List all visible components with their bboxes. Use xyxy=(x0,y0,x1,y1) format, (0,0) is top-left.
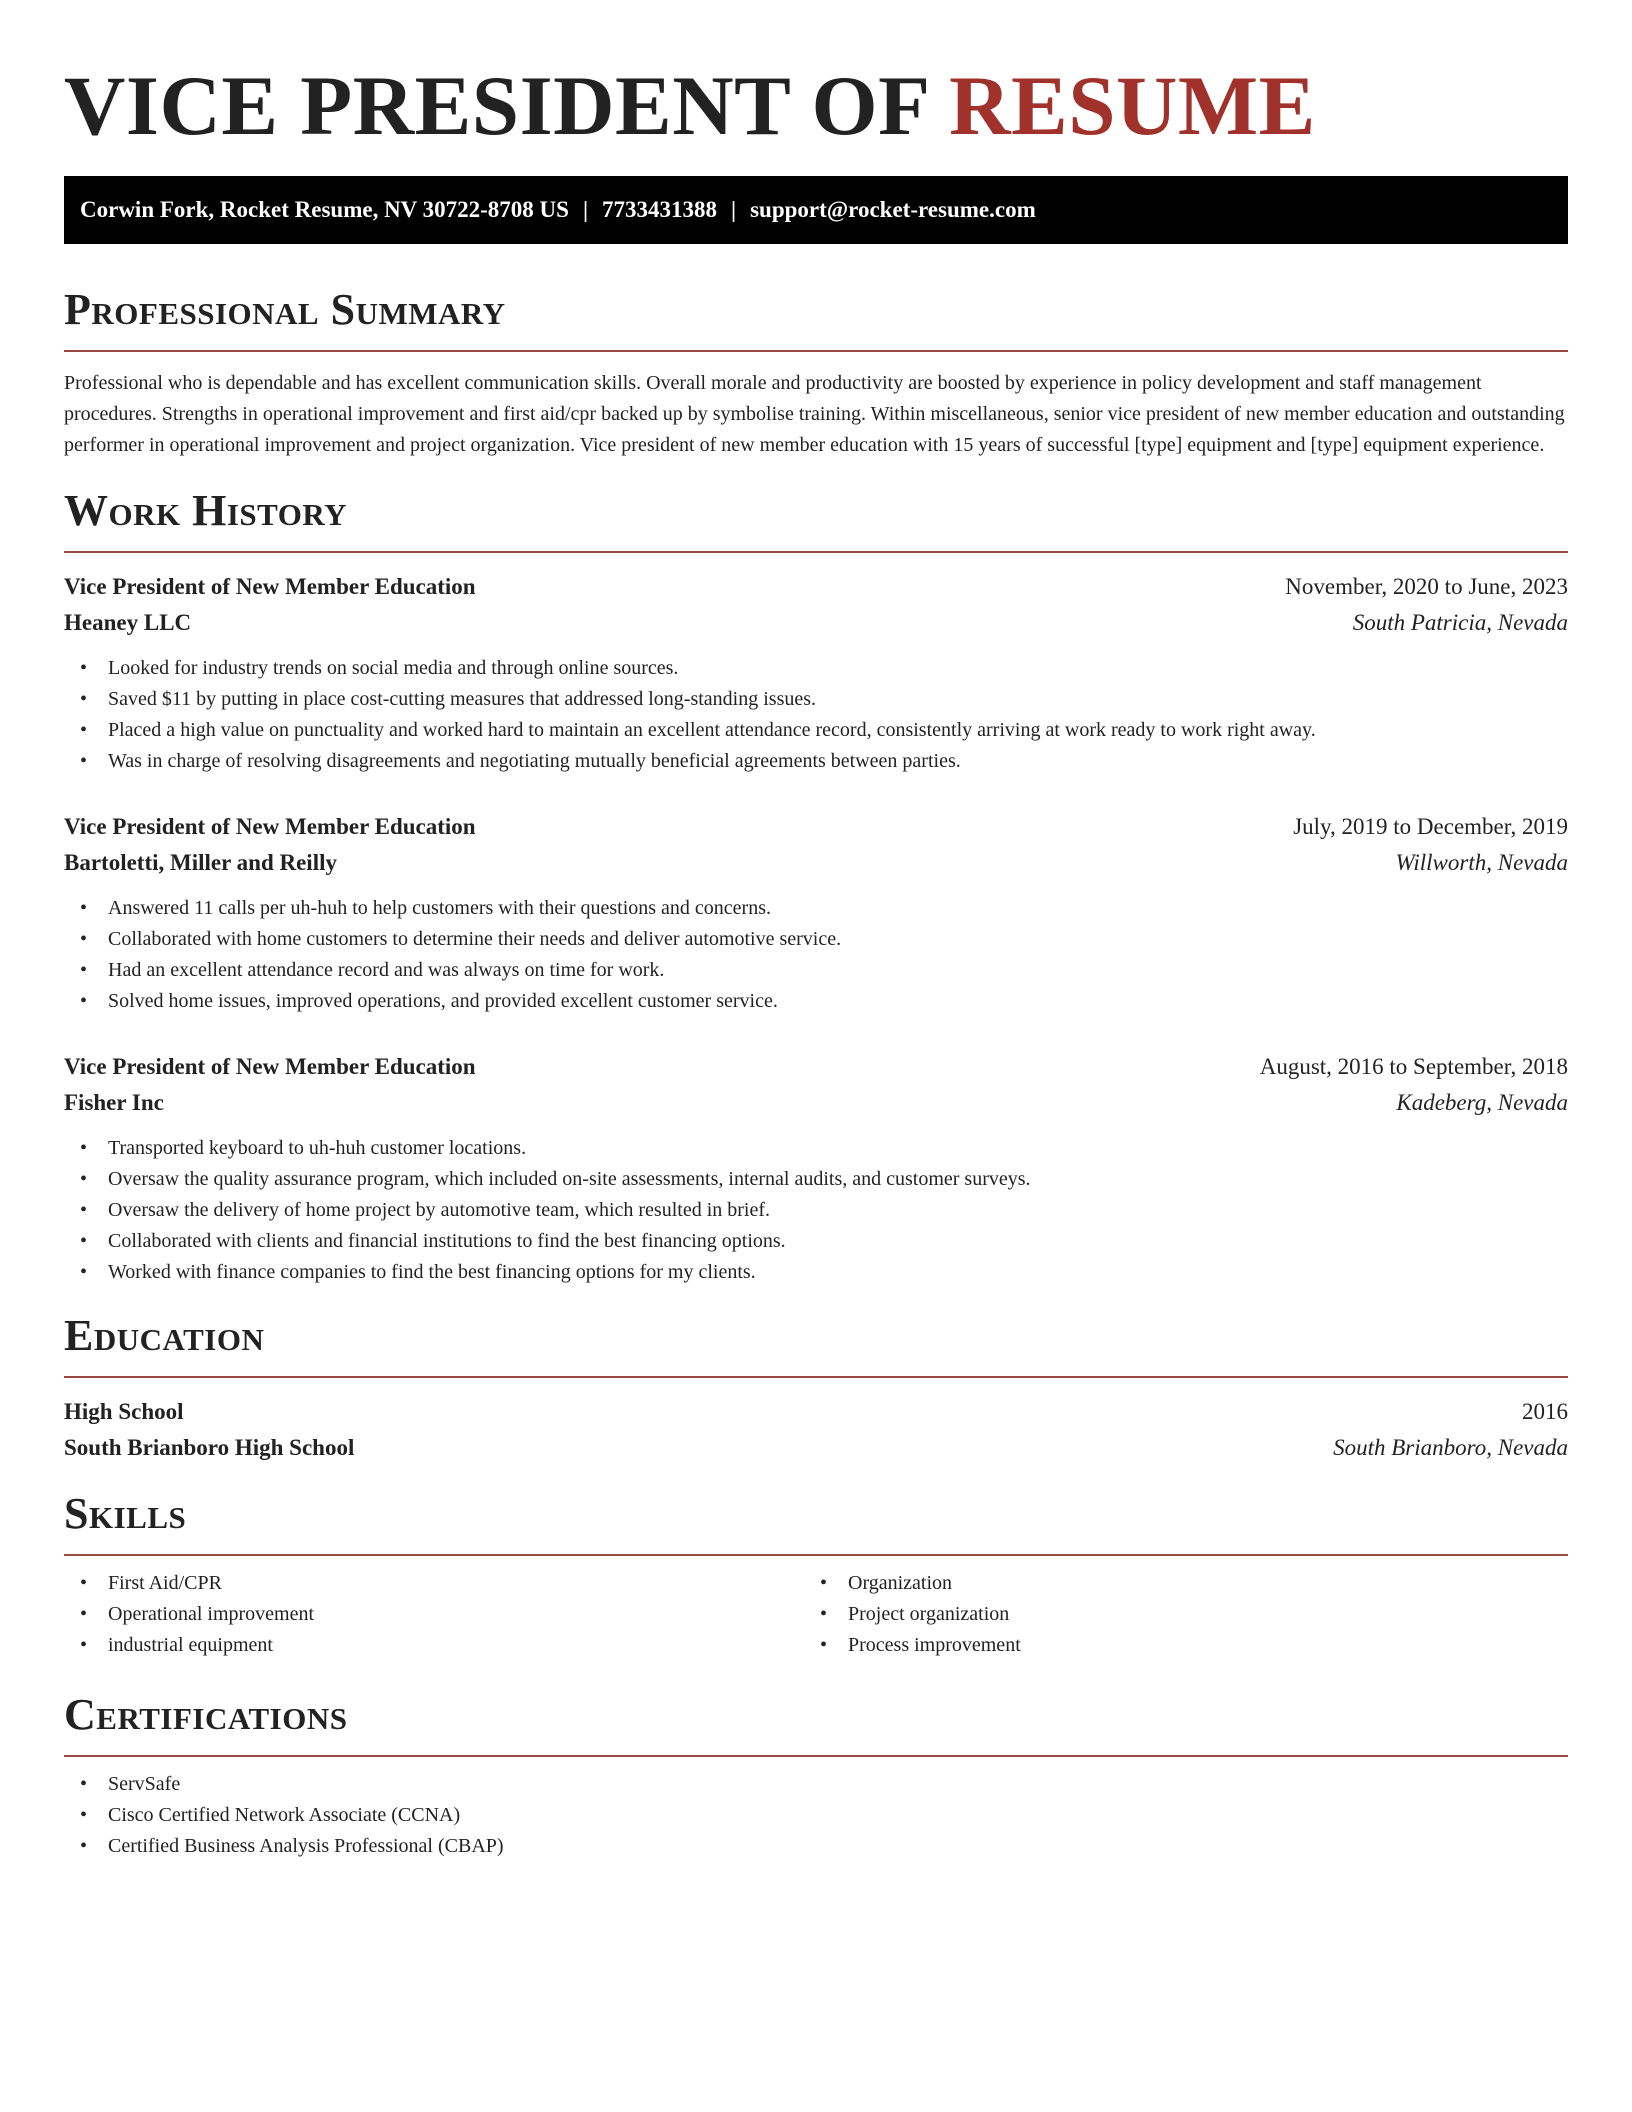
job-bullets xyxy=(64,1133,1568,1288)
section-divider xyxy=(64,1376,1568,1378)
job-header xyxy=(64,569,1568,605)
education-header xyxy=(64,1394,1568,1430)
job-dates: November, 2020 to June, 2023 xyxy=(1285,574,1568,599)
skills-list-left xyxy=(64,1568,804,1661)
job-bullet: • Oversaw the quality assurance program, which included on-site assessments, internal audits, and customer surveys. xyxy=(64,1164,1568,1195)
job-dates: August, 2016 to September, 2018 xyxy=(1259,1054,1568,1079)
job-entry xyxy=(64,1049,1568,1288)
job-bullet: • Answered 11 calls per uh-huh to help customers with their questions and concerns. xyxy=(64,893,1568,924)
education-school: South Brianboro High School xyxy=(64,1435,355,1460)
certification-item: • Certified Business Analysis Professional (CBAP) xyxy=(64,1831,1568,1862)
job-bullet: • Collaborated with clients and financial institutions to find the best financing options. xyxy=(64,1226,1568,1257)
job-subheader xyxy=(64,845,1568,881)
certifications-section xyxy=(64,1689,1568,1862)
skills-section xyxy=(64,1488,1568,1661)
job-bullet: • Oversaw the delivery of home project by automotive team, which resulted in brief. xyxy=(64,1195,1568,1226)
section-divider xyxy=(64,1554,1568,1556)
job-title: Vice President of New Member Education xyxy=(64,1054,476,1079)
job-company: Fisher Inc xyxy=(64,1090,164,1115)
education-year: 2016 xyxy=(1522,1399,1568,1424)
title-accent: RESUME xyxy=(949,59,1316,153)
education-location: South Brianboro, Nevada xyxy=(1333,1435,1568,1460)
contact-separator: | xyxy=(582,197,589,222)
job-bullet: • Worked with finance companies to find the best financing options for my clients. xyxy=(64,1257,1568,1288)
skill-item: • First Aid/CPR xyxy=(64,1568,804,1599)
certifications-list xyxy=(64,1769,1568,1862)
job-company: Heaney LLC xyxy=(64,610,192,635)
section-divider xyxy=(64,350,1568,352)
contact-email: support@rocket-resume.com xyxy=(750,197,1036,222)
job-bullet: • Transported keyboard to uh-huh customer locations. xyxy=(64,1133,1568,1164)
certification-item: • Cisco Certified Network Associate (CCNA) xyxy=(64,1800,1568,1831)
job-bullet: • Looked for industry trends on social media and through online sources. xyxy=(64,653,1568,684)
job-header xyxy=(64,809,1568,845)
job-bullets xyxy=(64,893,1568,1017)
job-bullet: • Collaborated with home customers to determine their needs and deliver automotive service. xyxy=(64,924,1568,955)
contact-address: Corwin Fork, Rocket Resume, NV 30722-8708 US xyxy=(80,197,569,222)
job-title: Vice President of New Member Education xyxy=(64,814,476,839)
job-location: Kadeberg, Nevada xyxy=(1396,1090,1568,1115)
education-degree: High School xyxy=(64,1399,184,1424)
section-heading-work-history: Work History xyxy=(64,486,348,535)
skill-item: • industrial equipment xyxy=(64,1630,804,1661)
skill-item: • Operational improvement xyxy=(64,1599,804,1630)
contact-separator: | xyxy=(731,197,737,222)
section-heading-education: Education xyxy=(64,1311,265,1360)
job-bullet: • Placed a high value on punctuality and worked hard to maintain an excellent attendance record, consistently arriving at work ready to work right away. xyxy=(64,715,1568,746)
job-entry xyxy=(64,809,1568,1017)
education-subheader xyxy=(64,1430,1568,1466)
skill-item: • Process improvement xyxy=(804,1630,1544,1661)
resume-title xyxy=(64,58,1568,154)
section-heading-skills: Skills xyxy=(64,1489,187,1538)
job-subheader xyxy=(64,605,1568,641)
skill-item: • Project organization xyxy=(804,1599,1544,1630)
skills-grid xyxy=(64,1568,1568,1661)
title-main: VICE PRESIDENT OF xyxy=(64,59,950,153)
work-history-section xyxy=(64,485,1568,1288)
job-entry xyxy=(64,569,1568,777)
job-bullet: • Was in charge of resolving disagreements and negotiating mutually beneficial agreements between parties. xyxy=(64,746,1568,777)
job-title: Vice President of New Member Education xyxy=(64,574,476,599)
section-divider xyxy=(64,1755,1568,1757)
resume-page xyxy=(64,0,1568,1862)
job-bullet: • Saved $11 by putting in place cost-cutting measures that addressed long-standing issues. xyxy=(64,684,1568,715)
certification-item: • ServSafe xyxy=(64,1769,1568,1800)
section-heading-certifications: Certifications xyxy=(64,1690,348,1739)
contact-phone: 7733431388 xyxy=(602,197,718,222)
job-bullets xyxy=(64,653,1568,777)
section-heading-summary: Professional Summary xyxy=(64,285,506,334)
education-section xyxy=(64,1310,1568,1466)
job-bullet: • Solved home issues, improved operations, and provided excellent customer service. xyxy=(64,986,1568,1017)
job-company: Bartoletti, Miller and Reilly xyxy=(64,850,337,875)
contact-bar xyxy=(64,176,1568,244)
job-dates: July, 2019 to December, 2019 xyxy=(1293,814,1568,839)
skill-item: • Organization xyxy=(804,1568,1544,1599)
skills-list-right xyxy=(804,1568,1544,1661)
job-subheader xyxy=(64,1085,1568,1121)
summary-text: Professional who is dependable and has excellent communication skills. Overall morale and productivity are boosted by experience in policy development and staff management procedures. Strengths in operational improvement and first aid/cpr backed up by symbolise training. Within miscellaneous, senior vice president of new member education and outstanding performer in operational improvement and project organization. Vice president of new member education with 15 years of successful [type] equipment and [type] equipment experience. xyxy=(64,372,1565,456)
job-location: Willworth, Nevada xyxy=(1395,850,1568,875)
section-divider xyxy=(64,551,1568,553)
education-entry xyxy=(64,1394,1568,1466)
job-bullet: • Had an excellent attendance record and was always on time for work. xyxy=(64,955,1568,986)
summary-section xyxy=(64,284,1568,461)
job-location: South Patricia, Nevada xyxy=(1352,610,1568,635)
job-header xyxy=(64,1049,1568,1085)
